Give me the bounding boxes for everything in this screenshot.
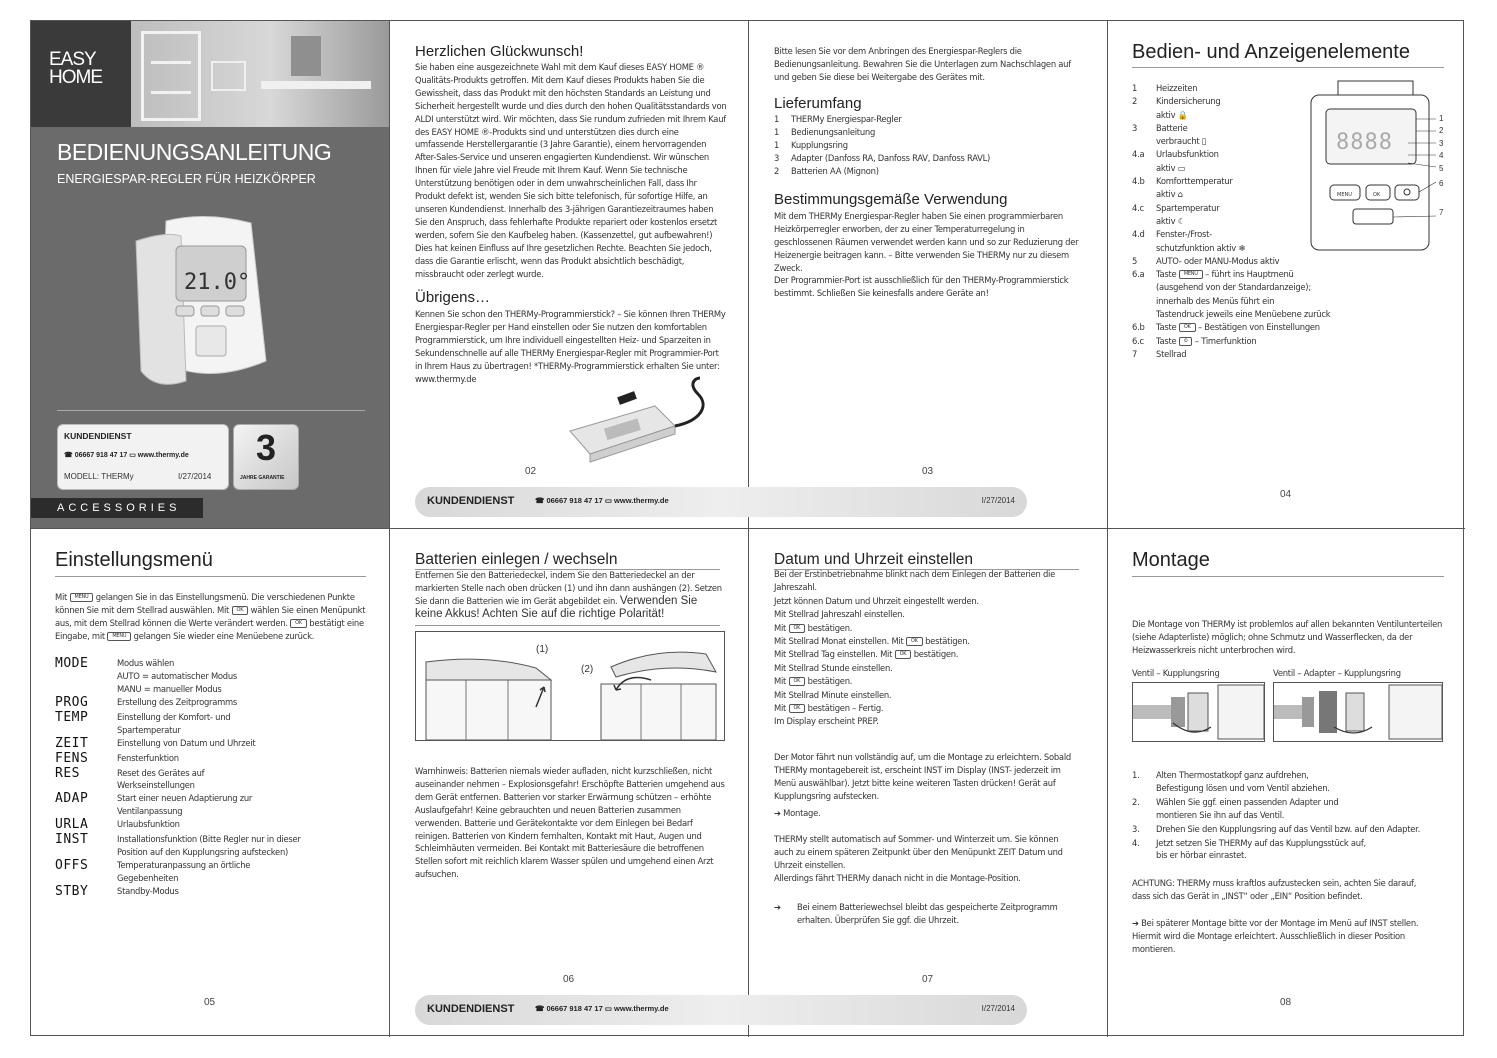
service-box [57, 424, 229, 490]
heading-verwendung: Bestimmungsgemäße Verwendung [774, 191, 1008, 208]
key-ok-icon: OK [895, 650, 912, 659]
delivery-list [774, 113, 990, 178]
motor-text: Der Motor fährt nun vollständig auf, um die Montage zu erleichtern. Sobald THERMy montagebereit ist, erscheint INST im Display (INST- jederzeit im Menü auswählbar). Jetzt bitte keine weiteren Tasten drücken! Gerät auf Kupplungsring aufstecken. [774, 752, 1071, 801]
page-number: 04 [1280, 489, 1292, 500]
step-line: Mit Stellrad Stunde einstellen. [774, 662, 893, 673]
menu-row [55, 696, 367, 711]
key-menu-icon: MENU [107, 632, 131, 641]
callout-numbers: 1 2 3 4 5 6 7 [1439, 114, 1444, 218]
montage-steps [1132, 769, 1452, 863]
menu-row [55, 711, 367, 737]
list-item: 1 Kupplungsring [774, 140, 848, 150]
menu-row [55, 859, 367, 885]
page-number: 03 [922, 466, 934, 477]
programming-stick-image [560, 376, 730, 466]
laptop-icon: ▭ [604, 496, 612, 505]
menu-row [55, 833, 367, 859]
position-text: Allerdings fährt THERMy danach nicht in die Montage-Position. [774, 873, 1021, 883]
menu-description: Einstellung der Komfort- und Spartemperatur [117, 711, 231, 735]
menu-code: ZEIT [55, 735, 89, 751]
menu-code: URLA [55, 817, 89, 833]
menu-description: Erstellung des Zeitprogramms [117, 696, 238, 707]
page-number: 08 [1280, 997, 1292, 1008]
key-ok-icon: OK [1179, 323, 1196, 332]
list-item: 7 Stellrad [1132, 348, 1187, 359]
list-item: 6.c Taste ⏲ – Timerfunktion [1132, 335, 1257, 346]
list-item: innerhalb des Menüs führt ein [1156, 295, 1275, 306]
phone-icon: ☎ [535, 1004, 545, 1013]
svg-text:(2): (2) [581, 664, 594, 675]
list-item: aktiv ⌂ [1156, 189, 1183, 200]
menu-row [55, 737, 367, 752]
key-menu-icon: MENU [1179, 270, 1203, 279]
model-label: MODELL: THERMy [64, 472, 134, 481]
menu-code: PROG [55, 694, 89, 710]
congrats-text: Sie haben eine ausgezeichnete Wahl mit dem Kauf dieses EASY HOME ® Qualitäts-Produkts getroffen. Mit dem Kauf dieses Produkts haben Sie die Gewissheit, dass das Produkt mit den höchsten Standards an Leistung und Sicherheit hergestellt wurde und dies durch den hohen Qualitätsstandards von ALDI unterstützt wird. Wir möchten, dass Sie rundum zufrieden mit Ihrem Kauf des EASY HOME ®-Produkts sind und unterstützen dies durch eine umfassende Herstellergarantie (3 Jahre Garantie), einem hervorragenden After-Sales-Service und unseren engagierten Kundendienst. Wir wünschen Ihnen für viele Jahre viel Freude mit Ihrem Kauf. Wenn Sie technische Unterstützung benötigen oder in dem unwahrscheinlichen Fall, dass Ihr Produkt defekt ist, wenden Sie sich bitte telefonisch, für sofortige Hilfe, an unseren Kundendienst. Innerhalb des 3-jährigen Garantiezeitraumes haben Sie den Anspruch, dass fehlerhafte Produkte repariert oder kostenlos ersetzt werden, sofern Sie den Kaufbeleg haben. (Kassenzettel, gut aufbewahren!) Dies hat keinen Einfluss auf Ihre gesetzlichen Rechte. Beachten Sie jedoch, dass die Garantie erlischt, wenn das Produkt absichtlich beschädigt, missbraucht oder zerlegt wurde. [415, 62, 727, 279]
attention-text: ACHTUNG: THERMy muss kraftlos aufzustecken sein, achten Sie darauf, dass sich das Gerät in „INST“ oder „EIN“ Position befindet. [1132, 878, 1417, 901]
list-item: 4.b Komforttemperatur [1132, 176, 1233, 187]
page-number: 06 [563, 974, 575, 985]
list-item: 3 Batterie [1132, 122, 1188, 133]
battery-note: Bei einem Batteriewechsel bleibt das gespeicherte Zeitprogramm erhalten. Überprüfen Sie ggf. die Uhrzeit. [797, 902, 1058, 925]
step-item: 2. Wählen Sie ggf. einen passenden Adapter und montieren Sie ihn auf das Ventil. [1132, 796, 1339, 820]
menu-code: TEMP [55, 709, 89, 725]
dst-text: THERMy stellt automatisch auf Sommer- und Winterzeit um. Sie können auch zu einem späteren Zeitpunkt über den Menüpunkt ZEIT Datum und Uhrzeit einstellen. [774, 834, 1063, 870]
step-line: Mit Stellrad Monat einstellen. Mit OK bestätigen. [774, 636, 970, 647]
svg-text:8888: 8888 [1336, 130, 1393, 155]
cover-panel [31, 21, 389, 528]
list-item: 1 Bedienungsanleitung [774, 127, 876, 137]
accessories-bar: ACCESSORIES [31, 498, 203, 518]
service-footer: KUNDENDIENST ☎ 06667 918 47 17 ▭ www.thermy.de I/27/2014 [415, 995, 1027, 1025]
page-number: 05 [204, 997, 216, 1008]
list-item: verbraucht ▯ [1156, 136, 1207, 147]
menu-description: Temperaturanpassung an örtliche Gegebenheiten [117, 859, 251, 883]
thermostat-image [126, 211, 286, 406]
menu-description: Urlaubsfunktion [117, 819, 180, 830]
list-item: 5 AUTO- oder MANU-Modus aktiv [1132, 255, 1280, 266]
page-08 [1108, 529, 1465, 1037]
page-02 [390, 21, 748, 528]
page-07 [749, 529, 1107, 1037]
svg-text:(1): (1) [536, 644, 549, 655]
list-item: 6.b Taste OK – Bestätigen von Einstellungen [1132, 322, 1320, 333]
list-item: Tastendruck jeweils eine Menüebene zurück [1156, 309, 1331, 320]
step-line: Im Display erscheint PREP. [774, 716, 879, 727]
battery-text: Entfernen Sie den Batteriedeckel, indem Sie den Batteriedeckel an der markierten Stelle nach oben drücken (1) und ihn dann aushängen (2). Setzen Sie dann die Batterien wie im Gerät abgebildet ein. Verwenden Sie keine Akkus! Achten Sie auf die richtige Polarität! [415, 570, 722, 620]
montage-note: ➔ Bei späterer Montage bitte vor der Montage im Menü auf INST stellen. Hiermit wird die Montage erleichtert. Ausschließlich in dieser Position montieren. [1132, 918, 1419, 954]
heading-batterien: Batterien einlegen / wechseln [415, 551, 618, 568]
list-item: 2 Batterien AA (Mignon) [774, 166, 879, 176]
key--icon: ⏲ [1179, 337, 1193, 346]
cover-title: BEDIENUNGSANLEITUNG [57, 139, 332, 165]
heading-bedienelemente: Bedien- und Anzeigenelemente [1132, 41, 1410, 63]
service-web[interactable]: www.thermy.de [137, 452, 189, 459]
laptop-icon: ▭ [604, 1004, 612, 1013]
mount-image-2 [1273, 682, 1443, 742]
menu-description: Einstellung von Datum und Uhrzeit [117, 737, 256, 748]
heading-datum-uhrzeit: Datum und Uhrzeit einstellen [774, 551, 974, 568]
page-03 [749, 21, 1107, 528]
battery-illustration [415, 631, 725, 741]
service-label: KUNDENDIENST [64, 431, 132, 441]
page-06 [390, 529, 748, 1037]
heading-congrats: Herzlichen Glückwunsch! [415, 43, 584, 60]
laptop-icon: ▭ [129, 452, 136, 459]
step-line: Bei der Erstinbetriebnahme blinkt nach dem Einlegen der Batterien die Jahreszahl. [774, 569, 1056, 593]
menu-intro-text: Mit MENU gelangen Sie in das Einstellungsmenü. Die verschiedenen Punkte können Sie mit dem Stellrad auswählen. Mit OK wählen Sie einen Menüpunkt aus, mit dem Stellrad können die Werte verändert werden. OK bestätigt eine Eingabe, mit MENU gelangen Sie wieder eine Menüebene zurück. [55, 592, 366, 641]
key-ok-icon: OK [290, 619, 307, 628]
step-line: Jetzt können Datum und Uhrzeit eingestellt werden. [774, 595, 979, 606]
heading-uebrigens: Übrigens… [415, 289, 491, 306]
menu-row [55, 752, 367, 767]
list-item: (ausgehend von der Standardanzeige); [1156, 282, 1311, 293]
menu-code: RES [55, 765, 80, 781]
service-phone: 06667 918 47 17 [74, 452, 128, 459]
service-contact [64, 451, 189, 459]
svg-text:MENU: MENU [1337, 192, 1352, 198]
step-item: 3. Drehen Sie den Kupplungsring auf das Ventil bzw. auf den Adapter. [1132, 823, 1421, 834]
list-item: 6.a Taste MENU – führt ins Hauptmenü [1132, 269, 1294, 280]
caption-ventil-adapter: Ventil – Adapter – Kupplungsring [1273, 668, 1401, 678]
intro-text: Bitte lesen Sie vor dem Anbringen des Energiespar-Reglers die Bedienungsanleitung. Bewahren Sie die Unterlagen zum Nachschlagen auf und geben Sie diese bei Weitergabe des Gerätes mit. [774, 46, 1071, 82]
menu-description: Standby-Modus [117, 885, 179, 896]
list-item: 1 THERMy Energiespar-Regler [774, 114, 902, 124]
menu-code-list [55, 657, 367, 900]
list-item: 1 Heizzeiten [1132, 83, 1198, 93]
menu-row [55, 818, 367, 833]
menu-description: Fensterfunktion [117, 752, 179, 763]
heading-einstellungsmenue: Einstellungsmenü [55, 549, 213, 571]
arrow-icon: ➔ [774, 902, 781, 912]
page-05 [31, 529, 389, 1037]
menu-row [55, 885, 367, 900]
step-line: Mit Stellrad Jahreszahl einstellen. [774, 609, 905, 620]
menu-description: Installationsfunktion (Bitte Regler nur in dieser Position auf den Kupplungsring aufstecken) [117, 834, 301, 858]
heading-montage: Montage [1132, 549, 1210, 571]
menu-row [55, 767, 367, 793]
port-text: Der Programmier-Port ist ausschließlich für den THERMy-Programmierstick bestimmt. Schließen Sie keinesfalls andere Geräte an! [774, 275, 1069, 298]
page-04 [1108, 21, 1465, 528]
device-diagram [1308, 79, 1453, 259]
step-line: Mit OK bestätigen. [774, 676, 853, 687]
key-ok-icon: OK [789, 624, 806, 633]
battery-warning-text: Warnhinweis: Batterien niemals wieder aufladen, nicht kurzschließen, nicht auseinander nehmen – Explosionsgefahr! Erschöpfte Batterien umgehend aus dem Gerät entfernen. Batterien vor starker Erwärmung schützen – erhöhte Auslaufgefahr! Keine gebrauchten und neuen Batterien zusammen verwenden. Batterie und Gerätekontakte vor dem Einlegen bei Bedarf reinigen. Batterien von Kindern fernhalten, Kontakt mit Haut, Augen und Schleimhäuten vermeiden. Bei Kontakt mit Batteriesäure die betroffenen Stellen sofort mit reichlich klarem Wasser spülen und umgehend einen Arzt aufsuchen. [415, 766, 725, 880]
step-item: 1. Alten Thermostatkopf ganz aufdrehen, Befestigung lösen und vom Ventil abziehen. [1132, 770, 1330, 793]
brand-logo: EASY HOME [49, 49, 102, 88]
menu-row [55, 657, 367, 696]
menu-description: Reset des Gerätes auf Werkseinstellungen [117, 767, 205, 791]
key-menu-icon: MENU [70, 593, 94, 602]
page-number: 07 [922, 974, 934, 985]
model-date: I/27/2014 [178, 472, 212, 481]
menu-description: Modus wählen AUTO = automatischer Modus MANU = manueller Modus [117, 658, 238, 694]
heading-lieferumfang: Lieferumfang [774, 95, 862, 112]
caption-ventil-kupplungsring: Ventil – Kupplungsring [1132, 668, 1220, 678]
service-footer: KUNDENDIENST ☎ 06667 918 47 17 ▭ www.thermy.de I/27/2014 [415, 487, 1027, 517]
arrow-montage: ➔ Montage. [774, 808, 821, 818]
menu-code: OFFS [55, 857, 89, 873]
page-number: 02 [525, 466, 537, 477]
key-ok-icon: OK [232, 606, 249, 615]
list-item: 2 Kindersicherung [1132, 96, 1221, 107]
mount-image-1 [1132, 682, 1265, 742]
montage-intro: Die Montage von THERMy ist problemlos auf allen bekannten Ventilunterteilen (siehe Adapterliste) möglich; ohne Schmutz und Wasserflecken, da der Heizwasserkreis nicht unterbrochen wird. [1132, 619, 1443, 655]
list-item: schutzfunktion aktiv ❄ [1156, 242, 1246, 253]
datetime-steps [774, 568, 1084, 729]
guarantee-badge: 3 JAHRE GARANTIE [233, 424, 299, 490]
step-line: Mit OK bestätigen – Fertig. [774, 703, 884, 714]
step-line: Mit Stellrad Tag einstellen. Mit OK bestätigen. [774, 649, 959, 660]
phone-icon: ☎ [535, 496, 545, 505]
list-item: 4.a Urlaubsfunktion [1132, 149, 1219, 160]
svg-text:OK: OK [1373, 192, 1381, 198]
menu-row [55, 792, 367, 818]
shelf-image [141, 31, 201, 121]
menu-code: FENS [55, 750, 89, 766]
menu-description: Start einer neuen Adaptierung zur Ventilanpassung [117, 793, 253, 817]
usage-text: Mit dem THERMy Energiespar-Regler haben Sie einen programmierbaren Heizkörperregler erworben, der zu einer Temperaturregelung in geschlossenen Räumen verwendet werden kann und so zur Reduzierung der Heizenergie beitragen kann. – Bitte verwenden Sie THERMy nur zu diesem Zweck. [774, 211, 1079, 273]
step-line: Mit OK bestätigen. [774, 622, 853, 633]
cover-subtitle: ENERGIESPAR-REGLER FÜR HEIZKÖRPER [57, 172, 316, 186]
svg-text:21.0°: 21.0° [184, 270, 251, 295]
menu-code: INST [55, 832, 89, 848]
key-ok-icon: OK [789, 704, 806, 713]
list-item: 4.c Spartemperatur [1132, 202, 1220, 213]
list-item: aktiv ☾ [1156, 215, 1185, 226]
list-item: aktiv 🔒 [1156, 109, 1188, 120]
step-item: 4. Jetzt setzen Sie THERMy auf das Kupplungsstück auf, bis er hörbar einrastet. [1132, 837, 1366, 861]
menu-code: MODE [55, 656, 89, 671]
key-ok-icon: OK [906, 637, 923, 646]
list-item: 3 Adapter (Danfoss RA, Danfoss RAV, Danfoss RAVL) [774, 153, 991, 163]
key-ok-icon: OK [789, 677, 806, 686]
list-item: aktiv ▭ [1156, 162, 1186, 173]
menu-code: ADAP [55, 791, 89, 807]
list-item: 4.d Fenster-/Frost- [1132, 229, 1212, 240]
step-line: Mit Stellrad Minute einstellen. [774, 689, 892, 700]
manual-sheet [30, 20, 1464, 1036]
phone-icon: ☎ [64, 452, 73, 459]
stick-text: Kennen Sie schon den THERMy-Programmierstick? – Sie können Ihren THERMy Energiespar-Regler per Hand einstellen oder Sie nutzen den komfortablen Programmierstick, um Ihre individuell eingestellten Heiz- und Sparzeiten in Sekundenschnelle auf alle THERMy Energiespar-Regler mit Programmier-Port in Ihrem Haus zu übertragen! *THERMy-Programmierstick erhalten Sie unter: www.thermy.de [415, 309, 726, 384]
menu-code: STBY [55, 883, 89, 899]
